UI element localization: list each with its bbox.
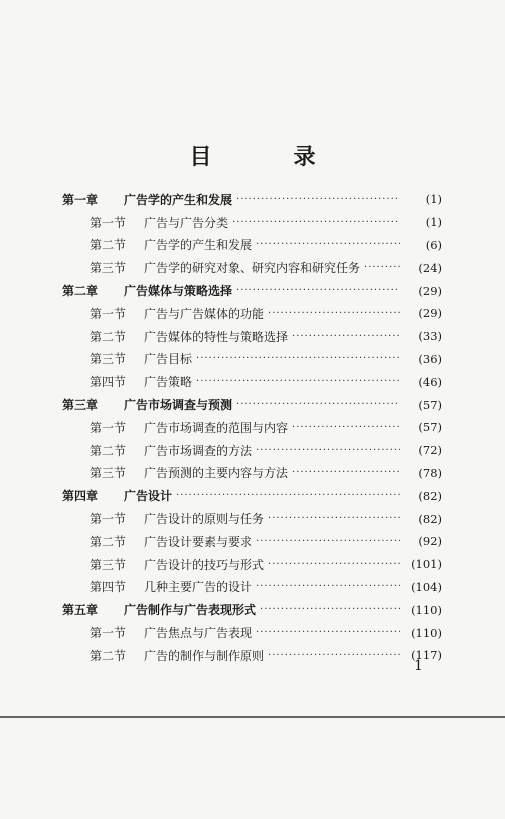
toc-section-entry bbox=[62, 439, 442, 462]
dot-leader bbox=[268, 308, 400, 319]
section-title: 广告市场调查的范围与内容 bbox=[144, 420, 289, 435]
section-label: 第一节 bbox=[90, 306, 127, 321]
page-reference: (57) bbox=[418, 397, 442, 412]
chapter-title: 广告设计 bbox=[124, 489, 173, 504]
page-reference: (1) bbox=[425, 215, 442, 230]
section-label: 第一节 bbox=[90, 626, 127, 641]
section-label: 第三节 bbox=[90, 261, 127, 276]
toc-section-entry bbox=[62, 644, 442, 667]
section-label: 第二节 bbox=[90, 329, 127, 344]
page-reference: (110) bbox=[411, 625, 442, 640]
page-reference: (36) bbox=[418, 351, 442, 366]
toc-section-entry bbox=[62, 211, 442, 234]
toc-chapter-entry bbox=[62, 484, 442, 507]
bottom-rule bbox=[0, 716, 505, 718]
toc-section-entry bbox=[62, 370, 442, 393]
section-title: 广告与广告分类 bbox=[144, 215, 229, 230]
page-reference: (46) bbox=[418, 374, 442, 389]
toc-section-entry bbox=[62, 325, 442, 348]
toc-chapter-entry bbox=[62, 598, 442, 621]
chapter-title: 广告市场调查与预测 bbox=[124, 398, 233, 413]
dot-leader bbox=[176, 490, 400, 501]
page-reference: (101) bbox=[411, 557, 442, 572]
toc-section-entry bbox=[62, 576, 442, 599]
toc-section-entry bbox=[62, 507, 442, 530]
section-label: 第一节 bbox=[90, 420, 127, 435]
toc-section-entry bbox=[62, 234, 442, 257]
toc-section-entry bbox=[62, 462, 442, 485]
dot-leader bbox=[236, 399, 400, 410]
section-label: 第四节 bbox=[90, 375, 127, 390]
dot-leader bbox=[236, 194, 400, 205]
page-reference: (1) bbox=[425, 192, 442, 207]
toc-section-entry bbox=[62, 302, 442, 325]
dot-leader bbox=[196, 353, 400, 364]
chapter-title: 广告媒体与策略选择 bbox=[124, 284, 233, 299]
page-reference: (6) bbox=[425, 237, 442, 252]
page-title: 目 录 bbox=[189, 145, 346, 170]
section-title: 广告焦点与广告表现 bbox=[144, 626, 253, 641]
section-title: 广告市场调查的方法 bbox=[144, 443, 253, 458]
chapter-label: 第一章 bbox=[62, 192, 99, 207]
dot-leader bbox=[196, 376, 400, 387]
dot-leader bbox=[292, 467, 400, 478]
page-reference: (117) bbox=[411, 648, 442, 663]
section-title: 广告目标 bbox=[144, 352, 193, 367]
dot-leader bbox=[260, 604, 400, 615]
section-title: 广告设计的原则与任务 bbox=[144, 512, 265, 527]
chapter-label: 第二章 bbox=[62, 284, 99, 299]
dot-leader bbox=[256, 581, 400, 592]
dot-leader bbox=[256, 627, 400, 638]
dot-leader bbox=[292, 422, 400, 433]
toc-chapter-entry bbox=[62, 188, 442, 211]
toc-section-entry bbox=[62, 530, 442, 553]
section-label: 第二节 bbox=[90, 238, 127, 253]
section-title: 广告设计要素与要求 bbox=[144, 534, 253, 549]
dot-leader bbox=[236, 285, 400, 296]
section-title: 广告与广告媒体的功能 bbox=[144, 306, 265, 321]
page-reference: (78) bbox=[418, 465, 442, 480]
toc-section-entry bbox=[62, 256, 442, 279]
page-reference: (24) bbox=[418, 260, 442, 275]
section-label: 第一节 bbox=[90, 512, 127, 527]
page-reference: (29) bbox=[418, 306, 442, 321]
dot-leader bbox=[256, 445, 400, 456]
dot-leader bbox=[232, 217, 400, 228]
dot-leader bbox=[268, 559, 400, 570]
page-reference: (110) bbox=[411, 602, 442, 617]
page-number: 1 bbox=[414, 658, 423, 674]
toc-section-entry bbox=[62, 621, 442, 644]
section-label: 第三节 bbox=[90, 466, 127, 481]
dot-leader bbox=[292, 331, 400, 342]
page-reference: (57) bbox=[418, 420, 442, 435]
dot-leader bbox=[268, 650, 400, 661]
section-label: 第三节 bbox=[90, 557, 127, 572]
dot-leader bbox=[256, 239, 400, 250]
toc-section-entry bbox=[62, 553, 442, 576]
page-reference: (29) bbox=[418, 283, 442, 298]
section-title: 几种主要广告的设计 bbox=[144, 580, 253, 595]
section-label: 第三节 bbox=[90, 352, 127, 367]
section-title: 广告策略 bbox=[144, 375, 193, 390]
chapter-title: 广告学的产生和发展 bbox=[124, 192, 233, 207]
toc-section-entry bbox=[62, 416, 442, 439]
section-label: 第二节 bbox=[90, 534, 127, 549]
chapter-label: 第四章 bbox=[62, 489, 99, 504]
toc-chapter-entry bbox=[62, 279, 442, 302]
chapter-label: 第五章 bbox=[62, 603, 99, 618]
page-reference: (82) bbox=[418, 511, 442, 526]
dot-leader bbox=[268, 513, 400, 524]
toc-chapter-entry bbox=[62, 393, 442, 416]
dot-leader bbox=[256, 536, 400, 547]
section-label: 第二节 bbox=[90, 648, 127, 663]
page-reference: (92) bbox=[418, 534, 442, 549]
section-title: 广告媒体的特性与策略选择 bbox=[144, 329, 289, 344]
section-label: 第二节 bbox=[90, 443, 127, 458]
section-label: 第一节 bbox=[90, 215, 127, 230]
table-of-contents bbox=[62, 188, 442, 667]
dot-leader bbox=[364, 262, 400, 273]
toc-section-entry bbox=[62, 348, 442, 371]
page-reference: (72) bbox=[418, 443, 442, 458]
chapter-title: 广告制作与广告表现形式 bbox=[124, 603, 257, 618]
section-title: 广告设计的技巧与形式 bbox=[144, 557, 265, 572]
section-title: 广告学的产生和发展 bbox=[144, 238, 253, 253]
chapter-label: 第三章 bbox=[62, 398, 99, 413]
section-label: 第四节 bbox=[90, 580, 127, 595]
page-reference: (33) bbox=[418, 329, 442, 344]
section-title: 广告的制作与制作原则 bbox=[144, 648, 265, 663]
section-title: 广告学的研究对象、研究内容和研究任务 bbox=[144, 261, 361, 276]
page-reference: (104) bbox=[411, 579, 442, 594]
page-reference: (82) bbox=[418, 488, 442, 503]
section-title: 广告预测的主要内容与方法 bbox=[144, 466, 289, 481]
